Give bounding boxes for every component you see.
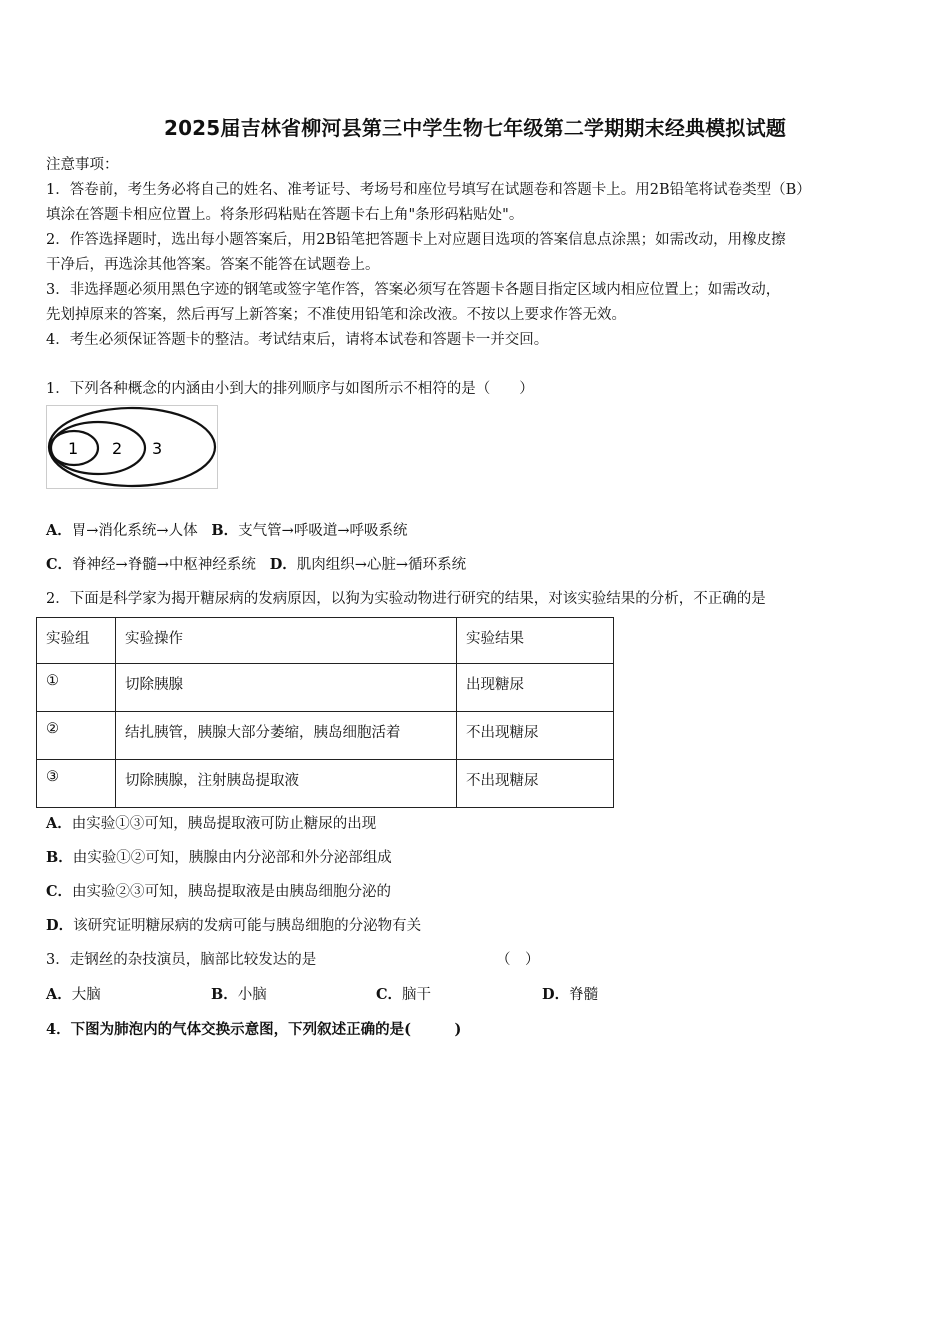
table-row bbox=[37, 712, 614, 760]
q1-options-row-1 bbox=[46, 519, 407, 540]
circle-label-2: 2 bbox=[112, 439, 123, 458]
table-header: 实验组 bbox=[37, 618, 116, 664]
q3-option-c bbox=[376, 983, 431, 1004]
q3-option-d bbox=[542, 983, 598, 1004]
option-label: D． bbox=[542, 986, 570, 1003]
option-label: D． bbox=[269, 556, 297, 573]
option-text: 脊髓 bbox=[569, 987, 599, 1003]
option-text: 该研究证明糖尿病的发病可能与胰岛细胞的分泌物有关 bbox=[73, 918, 422, 934]
option-label: C． bbox=[46, 556, 73, 573]
notice-line: 填涂在答题卡相应位置上。将条形码粘贴在答题卡右上角"条形码粘贴处"。 bbox=[46, 207, 524, 223]
table-header: 实验操作 bbox=[116, 618, 457, 664]
option-text: 脊神经→脊髓→中枢神经系统 bbox=[72, 557, 256, 573]
q2-stem: 2．下面是科学家为揭开糖尿病的发病原因，以狗为实验动物进行研究的结果，对该实验结果的分析，不正确的是 bbox=[46, 591, 766, 607]
option-text: 脑干 bbox=[402, 987, 432, 1003]
option-label: A． bbox=[46, 815, 72, 832]
option-label: D． bbox=[46, 917, 74, 934]
notice-line: 1．答卷前，考生务必将自己的姓名、准考证号、考场号和座位号填写在试题卷和答题卡上。用2B铅笔将试卷类型（B） bbox=[46, 182, 811, 198]
option-label: C． bbox=[376, 986, 403, 1003]
option-text: 大脑 bbox=[71, 987, 101, 1003]
table-cell: ② bbox=[37, 712, 116, 760]
notice-line: 干净后，再选涂其他答案。答案不能答在试题卷上。 bbox=[46, 257, 380, 273]
option-text: 由实验②③可知，胰岛提取液是由胰岛细胞分泌的 bbox=[72, 884, 392, 900]
notice-line: 3．非选择题必须用黑色字迹的钢笔或签字笔作答，答案必须写在答题卡各题目指定区域内相应位置上；如需改动， bbox=[46, 282, 781, 298]
option-label: B． bbox=[211, 986, 238, 1003]
circle-label-1: 1 bbox=[68, 439, 79, 458]
q2-option-a bbox=[46, 812, 376, 833]
table-row bbox=[37, 664, 614, 712]
q2-option-b bbox=[46, 846, 392, 867]
q3-answer-paren: （ ） bbox=[496, 952, 540, 968]
q2-option-d bbox=[46, 914, 421, 935]
notice-line: 先划掉原来的答案，然后再写上新答案；不准使用铅笔和涂改液。不按以上要求作答无效。 bbox=[46, 307, 626, 323]
table-cell: 不出现糖尿 bbox=[457, 760, 614, 808]
table-header: 实验结果 bbox=[457, 618, 614, 664]
option-label: A． bbox=[46, 986, 72, 1003]
q2-option-c bbox=[46, 880, 391, 901]
option-text: 由实验①②可知，胰腺由内分泌部和外分泌部组成 bbox=[72, 850, 392, 866]
q3-option-b bbox=[211, 983, 267, 1004]
option-text: 肌肉组织→心脏→循环系统 bbox=[296, 557, 467, 573]
q4-stem: 4．下图为肺泡内的气体交换示意图，下列叙述正确的是( ) bbox=[46, 1021, 462, 1038]
option-label: B． bbox=[46, 849, 73, 866]
q3-stem: 3．走钢丝的杂技演员，脑部比较发达的是 bbox=[46, 952, 317, 968]
table-cell: 切除胰腺，注射胰岛提取液 bbox=[116, 760, 457, 808]
option-label: A． bbox=[46, 522, 72, 539]
option-label: B． bbox=[211, 522, 239, 539]
option-text: 由实验①③可知，胰岛提取液可防止糖尿的出现 bbox=[71, 816, 377, 832]
nested-circles-figure bbox=[46, 405, 218, 489]
notice-line: 4．考生必须保证答题卡的整洁。考试结束后，请将本试卷和答题卡一并交回。 bbox=[46, 332, 549, 348]
option-text: 胃→消化系统→人体 bbox=[71, 523, 198, 539]
q3-option-a bbox=[46, 983, 101, 1004]
table-cell: 出现糖尿 bbox=[457, 664, 614, 712]
experiment-table bbox=[36, 617, 614, 808]
table-header-row bbox=[37, 618, 614, 664]
table-row bbox=[37, 760, 614, 808]
table-cell: 结扎胰管，胰腺大部分萎缩，胰岛细胞活着 bbox=[116, 712, 457, 760]
page-title: 2025届吉林省柳河县第三中学生物七年级第二学期期末经典模拟试题 bbox=[163, 116, 787, 140]
option-text: 支气管→呼吸道→呼吸系统 bbox=[238, 523, 408, 539]
table-cell: ③ bbox=[37, 760, 116, 808]
option-label: C． bbox=[46, 883, 73, 900]
option-text: 小脑 bbox=[237, 987, 267, 1003]
table-cell: 切除胰腺 bbox=[116, 664, 457, 712]
notice-heading: 注意事项： bbox=[46, 157, 119, 173]
q1-stem: 1．下列各种概念的内涵由小到大的排列顺序与如图所示不相符的是（ ） bbox=[46, 381, 534, 397]
q1-options-row-2 bbox=[46, 553, 466, 574]
circle-label-3: 3 bbox=[152, 439, 163, 458]
table-cell: ① bbox=[37, 664, 116, 712]
notice-line: 2．作答选择题时，选出每小题答案后，用2B铅笔把答题卡上对应题目选项的答案信息点涂黑；如需改动，用橡皮擦 bbox=[46, 232, 786, 248]
table-cell: 不出现糖尿 bbox=[457, 712, 614, 760]
